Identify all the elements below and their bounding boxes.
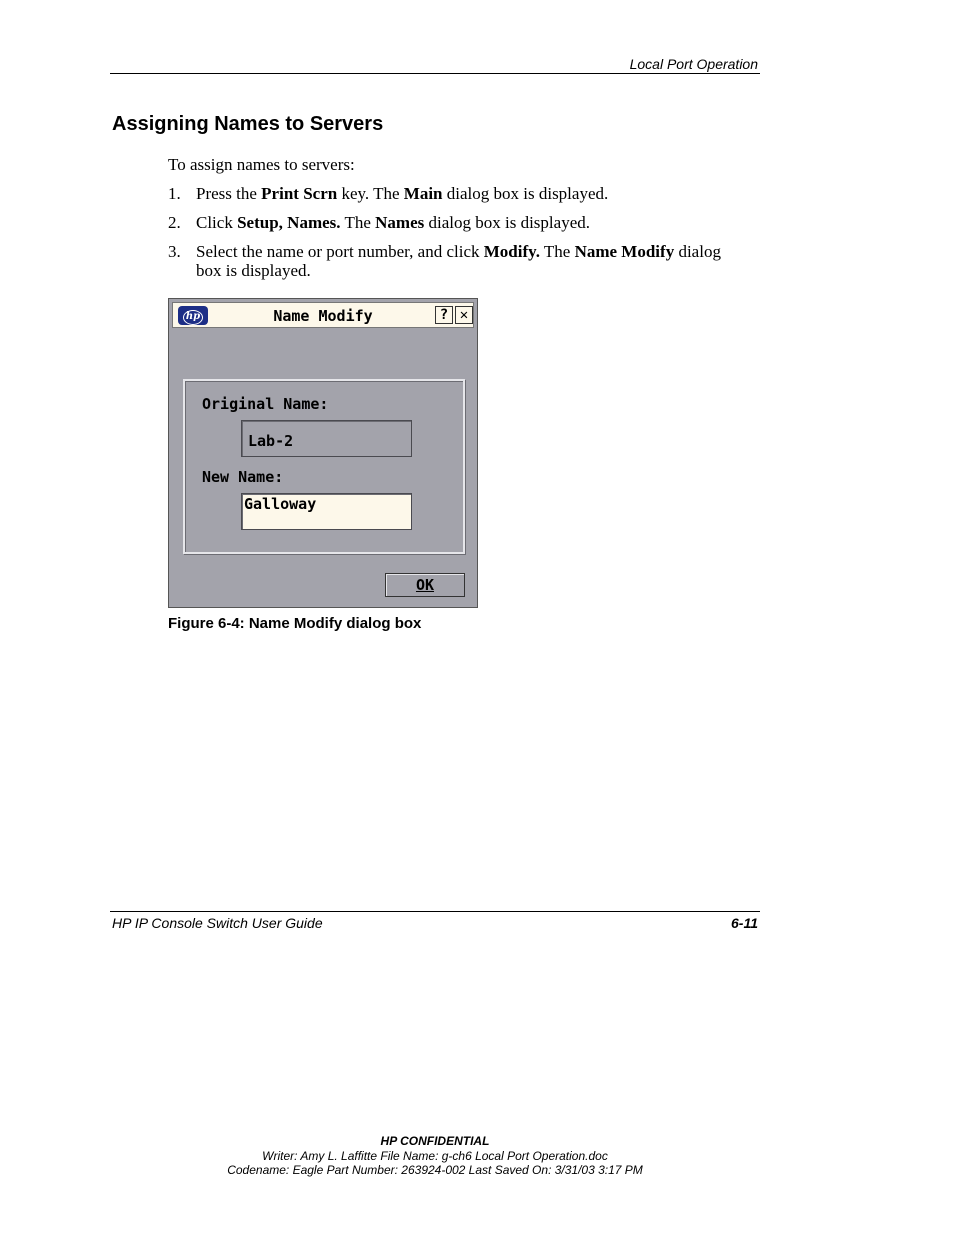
footer-rule xyxy=(110,911,760,912)
new-name-label: New Name: xyxy=(202,468,284,486)
figure-caption: Figure 6-4: Name Modify dialog box xyxy=(168,615,422,632)
original-name-label: Original Name: xyxy=(202,395,329,413)
step-emphasis: Setup, Names. xyxy=(237,213,341,232)
step-emphasis: Main xyxy=(403,184,443,203)
codename-line: Codename: Eagle Part Number: 263924-002 Last Saved On: 3/31/03 3:17 PM xyxy=(227,1163,643,1177)
step-text xyxy=(196,213,741,232)
writer-line: Writer: Amy L. Laffitte File Name: g-ch6 Local Port Operation.doc xyxy=(262,1149,608,1163)
page-number: 6-11 xyxy=(731,915,758,931)
step-run: Select the name or port number, and click xyxy=(196,242,484,261)
hp-logo-text: hp xyxy=(183,310,203,325)
new-name-input[interactable]: Galloway xyxy=(241,493,412,530)
step-emphasis: Modify. xyxy=(483,242,540,261)
help-button[interactable]: ? xyxy=(435,306,453,324)
step-run: The xyxy=(539,242,575,261)
step-emphasis: Name Modify xyxy=(574,242,675,261)
step-run: key. The xyxy=(337,184,404,203)
step-run: dialog box is displayed. xyxy=(196,242,721,280)
close-button[interactable]: ✕ xyxy=(455,306,473,324)
intro-text: To assign names to servers: xyxy=(168,155,355,174)
dialog-title: Name Modify xyxy=(273,307,373,325)
step-run: The xyxy=(340,213,376,232)
step-run: dialog box is displayed. xyxy=(442,184,609,203)
confidential-title: HP CONFIDENTIAL xyxy=(380,1134,490,1148)
step-text xyxy=(196,242,741,280)
step-emphasis: Names xyxy=(375,213,425,232)
step-number: 1. xyxy=(168,184,181,203)
step-number: 3. xyxy=(168,242,181,261)
ok-button-label: OK xyxy=(415,576,435,594)
original-name-field: Lab-2 xyxy=(241,420,412,457)
ok-button[interactable] xyxy=(385,573,465,597)
name-modify-dialog xyxy=(168,298,478,608)
step-run: Press the xyxy=(196,184,262,203)
title-bar xyxy=(172,302,474,328)
running-head: Local Port Operation xyxy=(629,56,758,72)
step-text xyxy=(196,184,741,203)
step-run: Click xyxy=(196,213,238,232)
footer-title: HP IP Console Switch User Guide xyxy=(112,915,323,931)
step-emphasis: Print Scrn xyxy=(261,184,338,203)
step-number: 2. xyxy=(168,213,181,232)
section-heading: Assigning Names to Servers xyxy=(112,113,384,135)
step-run: dialog box is displayed. xyxy=(424,213,590,232)
header-rule xyxy=(110,73,760,74)
